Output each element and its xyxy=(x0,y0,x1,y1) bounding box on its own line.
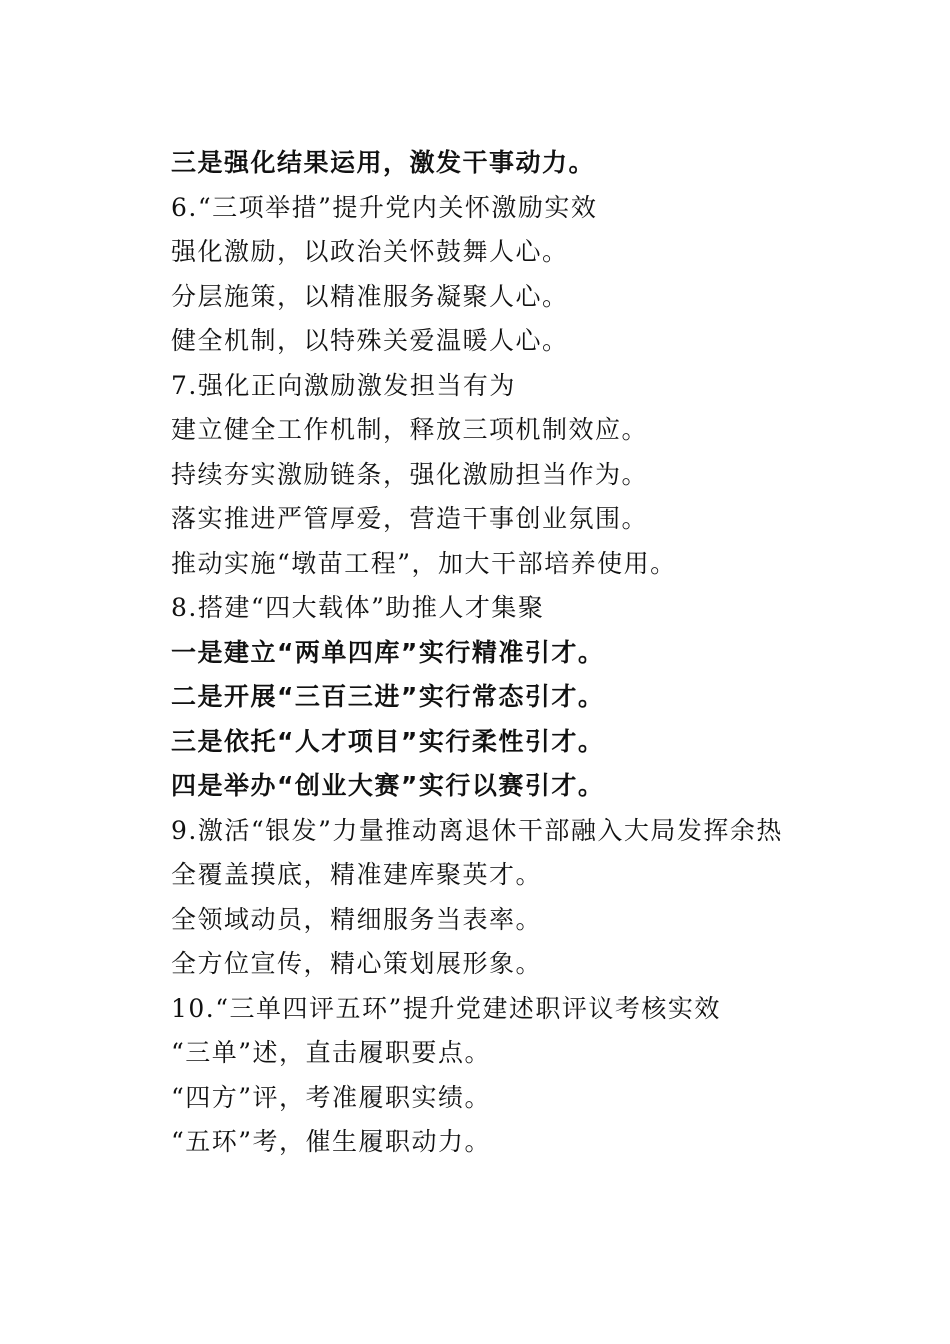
text-line-17: 全覆盖摸底，精准建库聚英才。 xyxy=(171,860,543,889)
section-heading-8: 8.搭建“四大载体”助推人才集聚 xyxy=(171,593,545,622)
text-line-7: 建立健全工作机制，释放三项机制效应。 xyxy=(171,415,649,444)
section-heading-6: 6.“三项举措”提升党内关怀激励实效 xyxy=(171,192,598,222)
text-line-8: 持续夯实激励链条，强化激励担当作为。 xyxy=(171,459,649,489)
text-line-23: “五环”考，催生履职动力。 xyxy=(171,1127,492,1156)
text-line-19: 全方位宣传，精心策划展形象。 xyxy=(171,949,543,978)
text-line-18: 全领域动员，精细服务当表率。 xyxy=(171,904,543,934)
section-heading-10: 10.“三单四评五环”提升党建述职评议考核实效 xyxy=(171,993,721,1023)
section-heading-9: 9.激活“银发”力量推动离退休干部融入大局发挥余热 xyxy=(171,815,783,845)
document-body xyxy=(171,141,871,1165)
section-heading-7: 7.强化正向激励激发担当有为 xyxy=(171,370,516,400)
text-line-9: 落实推进严管厚爱，营造干事创业氛围。 xyxy=(171,504,649,533)
text-line-5: 健全机制，以特殊关爱温暖人心。 xyxy=(171,326,569,355)
text-line-3: 强化激励，以政治关怀鼓舞人心。 xyxy=(171,237,569,266)
text-line-14: 三是依托“人才项目”实行柔性引才。 xyxy=(171,726,605,756)
text-line-21: “三单”述，直击履职要点。 xyxy=(171,1038,492,1067)
text-line-10: 推动实施“墩苗工程”，加大干部培养使用。 xyxy=(171,548,677,578)
text-line-15: 四是举办“创业大赛”实行以赛引才。 xyxy=(171,771,605,800)
text-line-22: “四方”评，考准履职实绩。 xyxy=(171,1082,492,1112)
text-line-12: 一是建立“两单四库”实行精准引才。 xyxy=(171,637,605,667)
text-line-1: 三是强化结果运用，激发干事动力。 xyxy=(171,148,596,177)
text-line-4: 分层施策，以精准服务凝聚人心。 xyxy=(171,281,569,311)
text-line-13: 二是开展“三百三进”实行常态引才。 xyxy=(171,682,605,711)
